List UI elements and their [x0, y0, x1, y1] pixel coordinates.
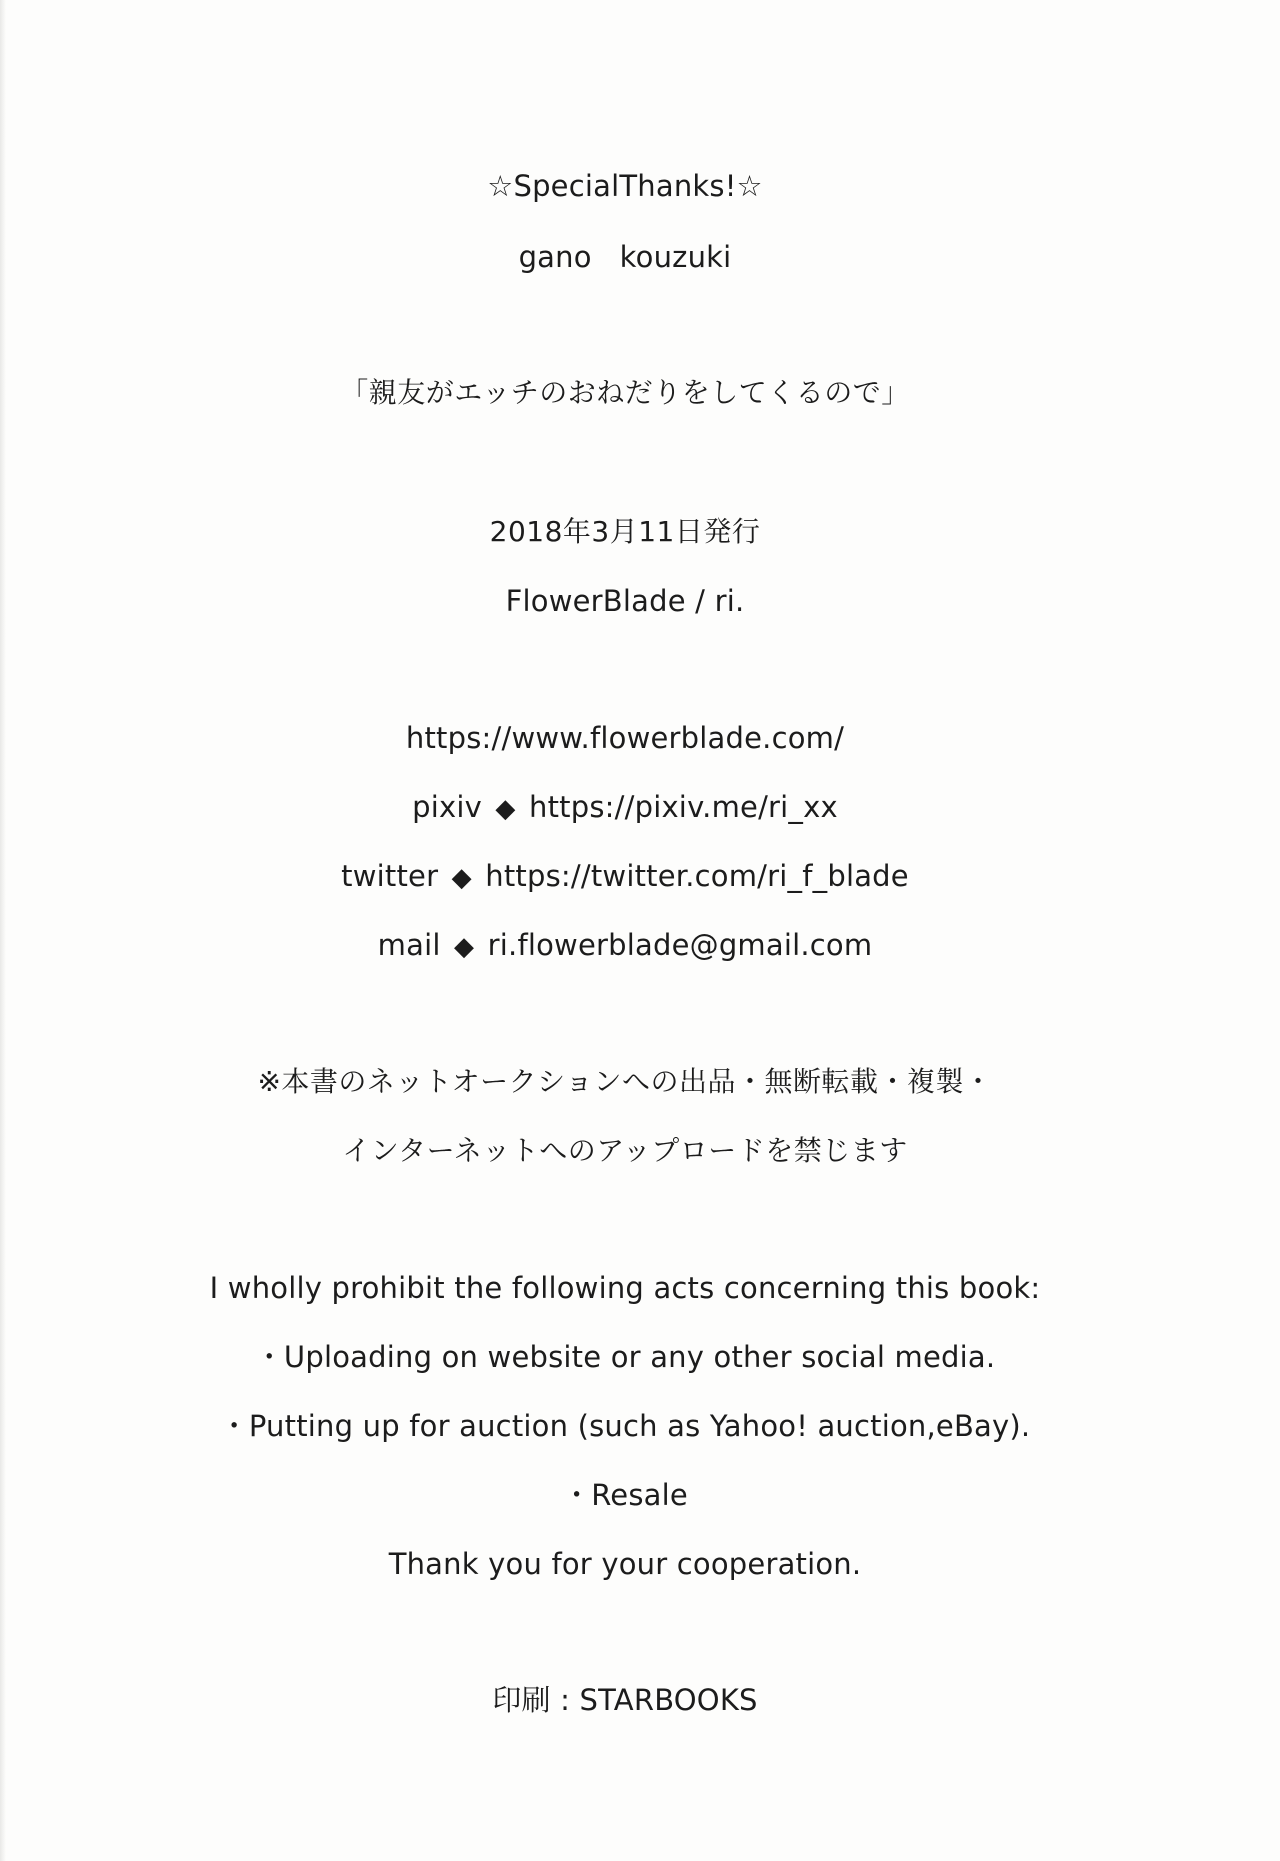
notice-jp-line-2: インターネットへのアップロードを禁じます: [342, 1134, 908, 1167]
thanks-name-kouzuki: kouzuki: [619, 240, 732, 274]
notice-en-closing: Thank you for your cooperation.: [388, 1547, 862, 1581]
website-url: https://www.flowerblade.com/: [405, 721, 845, 755]
notice-en-intro: I wholly prohibit the following acts concerning this book:: [209, 1271, 1041, 1305]
thanks-name-gano: gano: [518, 240, 592, 274]
twitter-url: https://twitter.com/ri_f_blade: [485, 859, 909, 893]
printer-credit: 印刷 : STARBOOKS: [492, 1683, 758, 1717]
notice-jp-line-1: ※本書のネットオークションへの出品・無断転載・複製・: [257, 1065, 993, 1098]
diamond-icon: ◆: [451, 863, 472, 893]
twitter-label: twitter: [341, 859, 439, 893]
notice-en-item-resale: ・Resale: [562, 1478, 688, 1512]
mail-label: mail: [377, 928, 441, 962]
notice-en-item-upload: ・Uploading on website or any other social media.: [254, 1340, 996, 1374]
mail-address: ri.flowerblade@gmail.com: [487, 928, 873, 962]
diamond-icon: ◆: [495, 794, 516, 824]
diamond-icon: ◆: [454, 932, 475, 962]
book-title: 「親友がエッチのおねだりをしてくるので」: [340, 376, 910, 409]
mail-line: [0, 925, 1250, 967]
special-thanks-names: [0, 237, 1250, 277]
special-thanks-heading: ☆SpecialThanks!☆: [487, 169, 763, 203]
pixiv-line: [0, 787, 1250, 829]
pixiv-url: https://pixiv.me/ri_xx: [529, 790, 838, 824]
notice-en-item-auction: ・Putting up for auction (such as Yahoo! auction,eBay).: [219, 1409, 1031, 1443]
publish-date: 2018年3月11日発行: [489, 515, 761, 548]
twitter-line: [0, 856, 1250, 898]
pixiv-label: pixiv: [412, 790, 482, 824]
circle-author: FlowerBlade / ri.: [505, 584, 745, 618]
